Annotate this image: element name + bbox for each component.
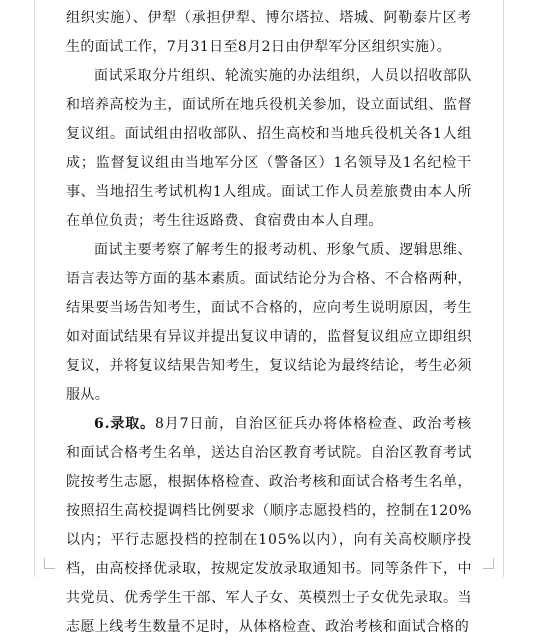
text-line: 结果要当场告知考生，面试不合格的，应向考生说明原因，考生 — [66, 300, 472, 316]
paragraph-interview-locations — [66, 4, 472, 62]
text-line: 面试主要考察了解考生的报考动机、形象气质、逻辑思维、 — [94, 242, 472, 258]
text-line: 以内；平行志愿投档的控制在105%以内），向有关高校顺序投 — [66, 532, 472, 548]
text-line: 院按考生志愿，根据体格检查、政治考核和面试合格考生名单， — [66, 474, 472, 490]
text-line: 按照招生高校提调档比例要求（顺序志愿投档的，控制在120% — [66, 503, 473, 519]
text-line: 在单位负责；考生往返路费、食宿费由本人自理。 — [66, 213, 383, 229]
section-heading: 6.录取。 — [94, 416, 155, 432]
text-line: 复议，并将复议结果告知考生，复议结论为最终结论，考生必须 — [66, 358, 472, 374]
text-line: 档，由高校择优录取，按规定发放录取通知书。同等条件下，中 — [66, 561, 472, 577]
page-corner-mark — [483, 558, 494, 569]
text-line: 共党员、优秀学生干部、军人子女、英模烈士子女优先录取。当 — [66, 590, 472, 606]
text-line: 服从。 — [66, 387, 110, 403]
text-line: 和面试合格考生名单，送达自治区教育考试院。自治区教育考试 — [66, 445, 472, 461]
text-line: 组织实施）、伊犁（承担伊犁、博尔塔拉、塔城、阿勒泰片区考 — [66, 10, 472, 26]
paragraph-interview-organization — [66, 62, 472, 236]
text-line-rest: 8月7日前，自治区征兵办将体格检查、政治考核 — [154, 416, 472, 432]
page-corner-mark — [44, 558, 55, 569]
text-line — [66, 410, 472, 439]
text-line: 面试采取分片组织、轮流实施的办法组织，人员以招收部队 — [94, 68, 472, 84]
text-line: 事、当地招生考试机构1人组成。面试工作人员差旅费由本人所 — [66, 184, 473, 200]
text-line: 成；监督复议组由当地军分区（警备区）1名领导及1名纪检干 — [66, 155, 473, 171]
document-body — [66, 4, 472, 642]
text-line: 生的面试工作，7月31日至8月2日由伊犁军分区组织实施）。 — [66, 39, 452, 55]
page-edge-right — [503, 0, 504, 577]
text-line: 如对面试结果有异议并提出复议申请的，监督复议组应立即组织 — [66, 329, 472, 345]
text-line: 复议组。面试组由招收部队、招生高校和当地兵役机关各1人组 — [66, 126, 473, 142]
page-edge-left — [34, 0, 35, 577]
text-line: 语言表达等方面的基本素质。面试结论分为合格、不合格两种， — [66, 271, 472, 287]
paragraph-admission — [66, 410, 472, 642]
text-line: 和培养高校为主，面试所在地兵役机关参加，设立面试组、监督 — [66, 97, 472, 113]
text-line: 志愿上线考生数量不足时，从体格检查、政治考核和面试合格的 — [66, 619, 470, 635]
paragraph-interview-content — [66, 236, 472, 410]
